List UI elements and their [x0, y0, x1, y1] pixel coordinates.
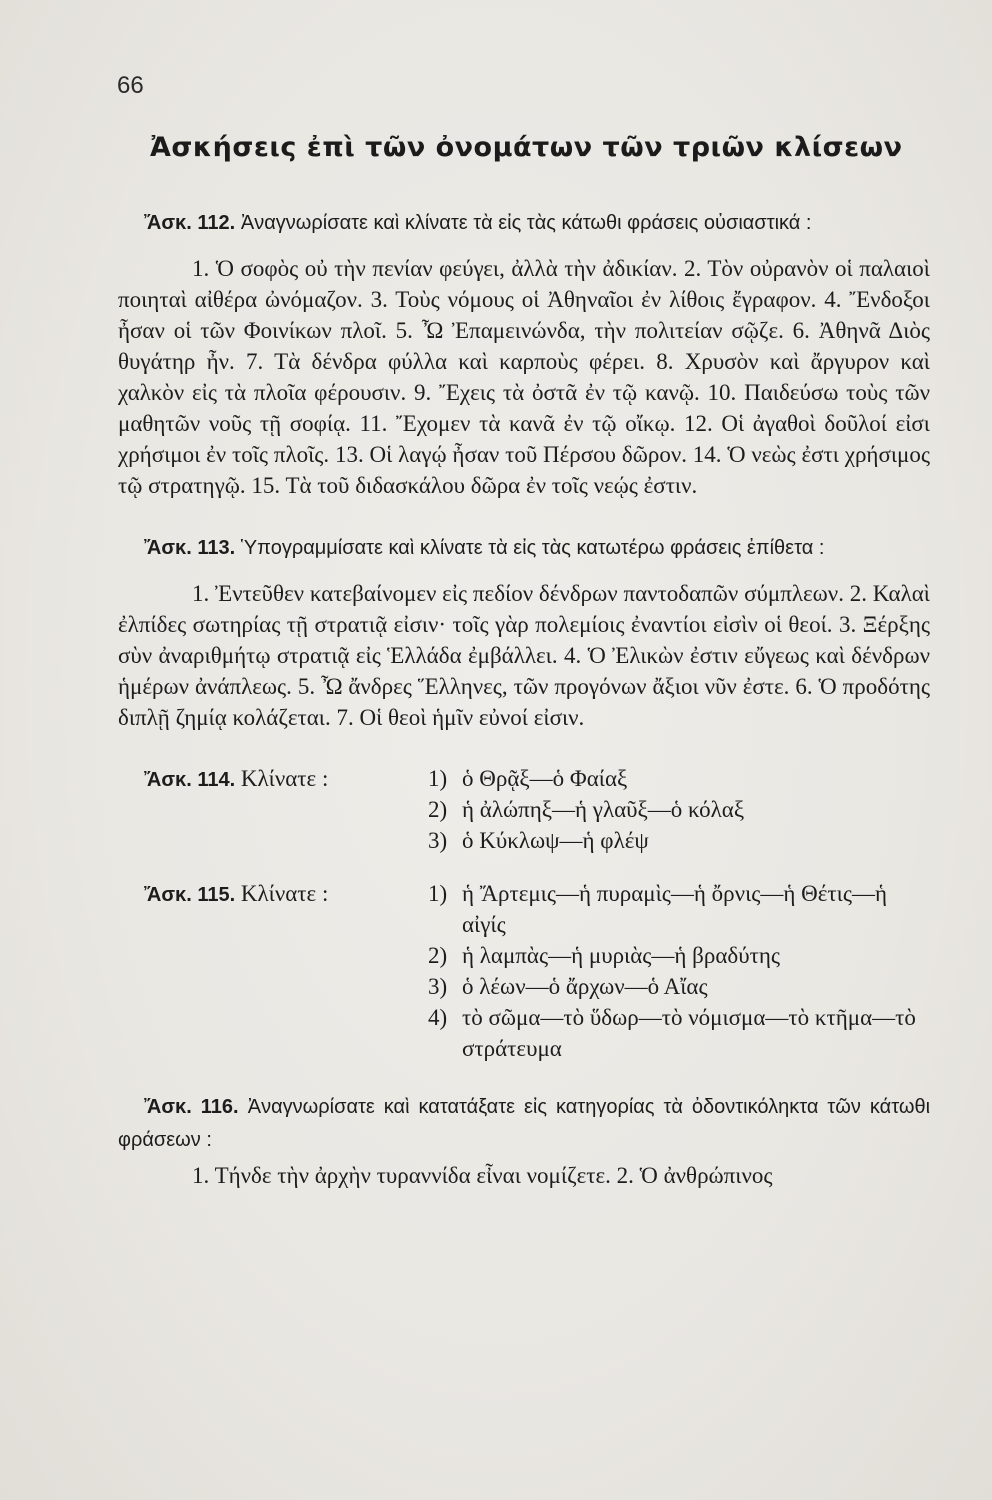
exercise-instruction: Ἀναγνωρίσατε καὶ κατατάξατε εἰς κατηγορίας τὰ ὀδοντικόληκτα τῶν κάτωθι φράσεων :	[118, 1096, 931, 1151]
exercise-112	[118, 206, 930, 501]
list-item	[428, 1002, 930, 1064]
list-item	[428, 794, 930, 825]
page-number: 66	[117, 72, 144, 99]
exercise-lead	[118, 763, 428, 856]
exercise-label: Ἄσκ. 115.	[144, 884, 236, 906]
exercise-lead	[118, 878, 428, 1064]
exercise-label: Ἄσκ. 113.	[144, 537, 236, 559]
section-title: Ἀσκήσεις ἐπὶ τῶν ὀνομάτων τῶν τριῶν κλίσεων	[150, 132, 903, 163]
item-number: 4)	[428, 1005, 448, 1030]
exercise-header	[118, 531, 930, 564]
list-item	[428, 763, 930, 794]
item-text: ὁ λέων—ὁ ἄρχων—ὁ Αἴας	[462, 974, 708, 999]
exercise-113	[118, 531, 930, 733]
item-text: ἡ Ἄρτεμις—ἡ πυραμὶς—ἡ ὄρνις—ἡ Θέτις—ἡ αἰγίς	[462, 881, 887, 937]
list-item	[428, 878, 930, 940]
exercise-label: Ἄσκ. 112.	[144, 212, 236, 234]
item-number: 1)	[428, 881, 448, 906]
item-text: τὸ σῶμα—τὸ ὕδωρ—τὸ νόμισμα—τὸ κτῆμα—τὸ στράτευμα	[462, 1005, 916, 1061]
item-number: 3)	[428, 828, 448, 853]
item-number: 1)	[428, 766, 448, 791]
exercise-114	[118, 763, 930, 856]
exercise-header	[118, 206, 930, 239]
exercise-instruction: Ὑπογραμμίσατε καὶ κλίνατε τὰ εἰς τὰς κατωτέρω φράσεις ἐπίθετα :	[240, 537, 825, 559]
item-number: 2)	[428, 943, 448, 968]
declension-list	[428, 878, 930, 1064]
exercise-label: Ἄσκ. 114.	[144, 769, 236, 791]
item-text: ἡ ἀλώπηξ—ἡ γλαῦξ—ὁ κόλαξ	[462, 797, 745, 822]
list-item	[428, 825, 930, 856]
item-text: ὁ Θρᾷξ—ὁ Φαίαξ	[462, 766, 628, 791]
exercise-instruction: Ἀναγνωρίσατε καὶ κλίνατε τὰ εἰς τὰς κάτωθι φράσεις οὐσιαστικά :	[240, 212, 812, 234]
declension-list	[428, 763, 930, 856]
exercise-label: Ἄσκ. 116.	[144, 1096, 239, 1118]
item-text: ὁ Κύκλωψ—ἡ φλέψ	[462, 828, 649, 853]
exercise-sentences: 1. Τήνδε τὴν ἀρχὴν τυραννίδα εἶναι νομίζετε. 2. Ὁ ἀνθρώπινος	[192, 1163, 773, 1188]
exercise-verb: Κλίνατε :	[240, 766, 329, 791]
list-item	[428, 940, 930, 971]
exercise-115	[118, 878, 930, 1064]
exercise-sentences: 1. Ὁ σοφὸς οὐ τὴν πενίαν φεύγει, ἀλλὰ τὴν ἀδικίαν. 2. Τὸν οὐρανὸν οἱ παλαιοὶ ποιηταὶ αἰθέρα ὠνόμαζον. 3. Τοὺς νόμους οἱ Ἀθηναῖοι ἐν λίθοις ἔγραφον. 4. Ἔνδοξοι ἦσαν οἱ τῶν Φοινίκων πλοῖ. 5. Ὦ Ἐπαμεινώνδα, τὴν πολιτείαν σῷζε. 6. Ἀθηνᾶ Διὸς θυγάτηρ ἦν. 7. Τὰ δένδρα φύλλα καὶ καρποὺς φέρει. 8. Χρυσὸν καὶ ἄργυρον καὶ χαλκὸν εἰς τὰ πλοῖα φέρουσιν. 9. Ἔχεις τὰ ὀστᾶ ἐν τῷ κανῷ. 10. Παιδεύσω τοὺς τῶν μαθητῶν νοῦς τῇ σοφίᾳ. 11. Ἔχομεν τὰ κανᾶ ἐν τῷ οἴκῳ. 12. Οἱ ἀγαθοὶ δοῦλοί εἰσι χρήσιμοι ἐν τοῖς πλοῖς. 13. Οἱ λαγῴ ἦσαν τοῦ Πέρσου δῶρον. 14. Ὁ νεὼς ἐστι χρήσιμος τῷ στρατηγῷ. 15. Τὰ τοῦ διδασκάλου δῶρα ἐν τοῖς νεῴς ἐστιν.	[118, 256, 930, 498]
list-item	[428, 971, 930, 1002]
exercise-header	[118, 1090, 930, 1156]
item-number: 3)	[428, 974, 448, 999]
item-text: ἡ λαμπὰς—ἡ μυριὰς—ἡ βραδύτης	[462, 943, 781, 968]
item-number: 2)	[428, 797, 448, 822]
exercise-verb: Κλίνατε :	[240, 881, 329, 906]
exercise-116	[118, 1090, 930, 1191]
page-content	[118, 206, 930, 1191]
exercise-sentences: 1. Ἐντεῦθεν κατεβαίνομεν εἰς πεδίον δένδρων παντοδαπῶν σύμπλεων. 2. Καλαὶ ἐλπίδες σωτηρίας τῇ στρατιᾷ εἰσιν· τοῖς γὰρ πολεμίοις ἐναντίοι εἰσὶν οἱ θεοί. 3. Ξέρξης σὺν ἀναριθμήτῳ στρατιᾷ εἰς Ἑλλάδα ἐμβάλλει. 4. Ὁ Ἐλικὼν ἐστιν εὔγεως καὶ δένδρων ἡμέρων ἀνάπλεως. 5. Ὦ ἄνδρες Ἕλληνες, τῶν προγόνων ἄξιοι νῦν ἐστε. 6. Ὁ προδότης διπλῇ ζημίᾳ κολάζεται. 7. Οἱ θεοὶ ἡμῖν εὐνοί εἰσιν.	[118, 581, 930, 730]
